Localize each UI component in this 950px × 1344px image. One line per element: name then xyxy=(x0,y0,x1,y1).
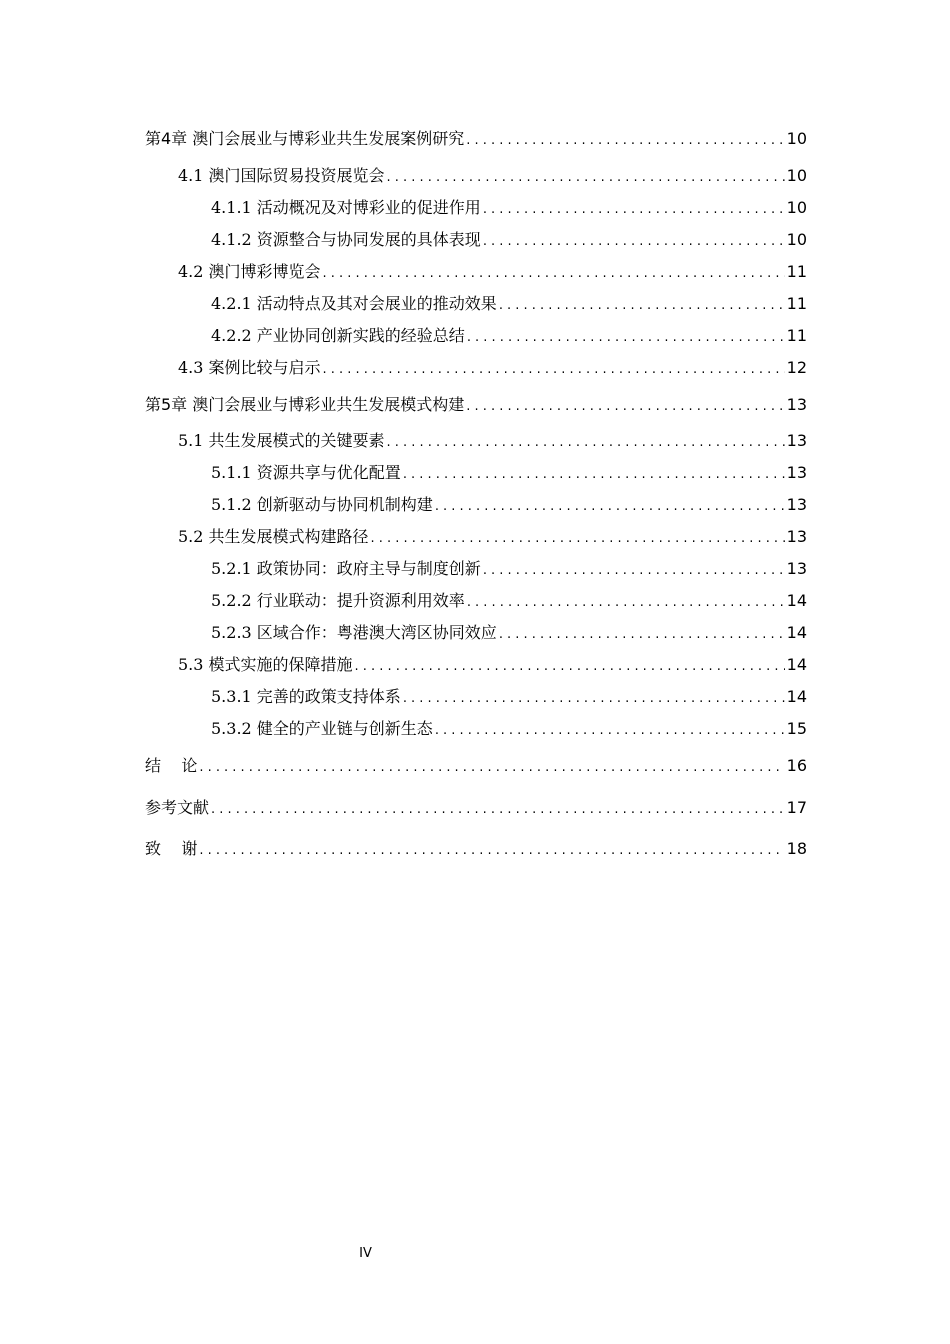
toc-entry-title: 致 谢 xyxy=(145,839,198,858)
toc-entry-title: 结 论 xyxy=(145,756,198,775)
toc-leader-dots xyxy=(499,619,785,651)
toc-entry-title: 4.1.1 活动概况及对博彩业的促进作用 xyxy=(211,197,481,217)
toc-entry-5-3[interactable] xyxy=(145,649,807,681)
toc-entry-title: 5.3.1 完善的政策支持体系 xyxy=(211,687,401,706)
toc-entry-4-3[interactable] xyxy=(145,352,807,384)
toc-entry-title: 5.2.2 行业联动：提升资源利用效率 xyxy=(211,591,465,610)
toc-leader-dots xyxy=(403,683,785,715)
toc-entry-title: 5.1 共生发展模式的关键要素 xyxy=(178,431,385,450)
toc-entry-title: 5.3.2 健全的产业链与创新生态 xyxy=(211,719,433,738)
toc-entry-references[interactable] xyxy=(145,787,807,829)
toc-entry-title: 5.1.1 资源共享与优化配置 xyxy=(211,463,401,482)
toc-entry-5-2[interactable] xyxy=(145,521,807,553)
toc-entry-title: 5.3 模式实施的保障措施 xyxy=(178,655,353,674)
toc-entry-title: 4.1.2 资源整合与协同发展的具体表现 xyxy=(211,229,481,249)
toc-entry-page: 13 xyxy=(786,495,807,514)
toc-entry-page: 13 xyxy=(786,463,807,482)
toc-leader-dots xyxy=(403,459,785,491)
toc-leader-dots xyxy=(483,555,785,587)
toc-entry-5-3-1[interactable] xyxy=(145,681,807,713)
table-of-contents xyxy=(145,118,807,870)
toc-entry-page: 15 xyxy=(786,719,807,738)
toc-entry-page: 14 xyxy=(786,623,807,642)
toc-entry-5-2-2[interactable] xyxy=(145,585,807,617)
toc-entry-4-1-2[interactable] xyxy=(145,224,807,256)
toc-entry-chapter-4[interactable] xyxy=(145,118,807,160)
toc-leader-dots xyxy=(467,322,785,354)
toc-entry-4-2[interactable] xyxy=(145,256,807,288)
toc-entry-page: 14 xyxy=(786,591,807,610)
toc-leader-dots xyxy=(466,120,784,162)
toc-entry-title: 4.2.1 活动特点及其对会展业的推动效果 xyxy=(211,293,497,313)
toc-entry-chapter-5[interactable] xyxy=(145,384,807,426)
toc-entry-5-2-1[interactable] xyxy=(145,553,807,585)
toc-entry-title: 5.2.1 政策协同：政府主导与制度创新 xyxy=(211,559,481,578)
toc-entry-page: 18 xyxy=(786,839,807,858)
toc-entry-5-1-1[interactable] xyxy=(145,457,807,489)
toc-entry-page: 12 xyxy=(786,357,807,377)
toc-entry-title: 4.2.2 产业协同创新实践的经验总结 xyxy=(211,325,465,345)
toc-entry-title: 参考文献 xyxy=(145,797,210,817)
toc-leader-dots xyxy=(483,194,785,226)
toc-entry-page: 14 xyxy=(786,687,807,706)
toc-entry-page: 14 xyxy=(786,655,807,674)
toc-entry-title: 第4章 澳门会展业与博彩业共生发展案例研究 xyxy=(145,129,465,148)
toc-entry-page: 13 xyxy=(786,431,807,450)
toc-leader-dots xyxy=(371,523,785,555)
toc-entry-4-1-1[interactable] xyxy=(145,192,807,224)
toc-entry-5-1[interactable] xyxy=(145,425,807,457)
toc-leader-dots xyxy=(466,386,784,428)
toc-leader-dots xyxy=(323,258,785,290)
toc-leader-dots xyxy=(387,427,785,459)
toc-entry-5-1-2[interactable] xyxy=(145,489,807,521)
toc-entry-title: 5.2.3 区域合作：粤港澳大湾区协同效应 xyxy=(211,623,497,642)
toc-leader-dots xyxy=(355,651,785,683)
toc-entry-page: 16 xyxy=(786,756,807,775)
toc-leader-dots xyxy=(211,789,785,831)
toc-entry-title: 4.1 澳门国际贸易投资展览会 xyxy=(178,165,385,185)
toc-entry-5-3-2[interactable] xyxy=(145,713,807,745)
toc-entry-title: 第5章 澳门会展业与博彩业共生发展模式构建 xyxy=(145,394,465,414)
toc-leader-dots xyxy=(483,226,785,258)
toc-leader-dots xyxy=(199,747,784,789)
toc-entry-acknowledgements[interactable] xyxy=(145,828,807,870)
toc-entry-title: 5.2 共生发展模式构建路径 xyxy=(178,527,369,546)
toc-entry-title: 4.3 案例比较与启示 xyxy=(178,357,321,377)
toc-entry-page: 10 xyxy=(786,165,807,185)
toc-entry-4-1[interactable] xyxy=(145,160,807,192)
toc-entry-4-2-1[interactable] xyxy=(145,288,807,320)
page-number: IV xyxy=(359,1246,372,1261)
toc-entry-page: 10 xyxy=(786,129,807,148)
toc-entry-page: 11 xyxy=(786,293,807,313)
toc-leader-dots xyxy=(435,715,785,747)
toc-leader-dots xyxy=(323,354,785,386)
toc-entry-page: 17 xyxy=(786,797,807,817)
toc-leader-dots xyxy=(499,290,785,322)
toc-entry-page: 13 xyxy=(786,527,807,546)
toc-entry-conclusion[interactable] xyxy=(145,745,807,787)
toc-entry-title: 5.1.2 创新驱动与协同机制构建 xyxy=(211,495,433,514)
toc-entry-page: 13 xyxy=(786,394,807,414)
toc-leader-dots xyxy=(387,162,785,194)
toc-entry-5-2-3[interactable] xyxy=(145,617,807,649)
toc-entry-page: 11 xyxy=(786,325,807,345)
toc-entry-page: 13 xyxy=(786,559,807,578)
toc-leader-dots xyxy=(435,491,785,523)
toc-entry-title: 4.2 澳门博彩博览会 xyxy=(178,261,321,281)
toc-leader-dots xyxy=(199,830,784,872)
toc-entry-page: 10 xyxy=(786,197,807,217)
toc-entry-4-2-2[interactable] xyxy=(145,320,807,352)
toc-leader-dots xyxy=(467,587,785,619)
toc-entry-page: 10 xyxy=(786,229,807,249)
toc-entry-page: 11 xyxy=(786,261,807,281)
